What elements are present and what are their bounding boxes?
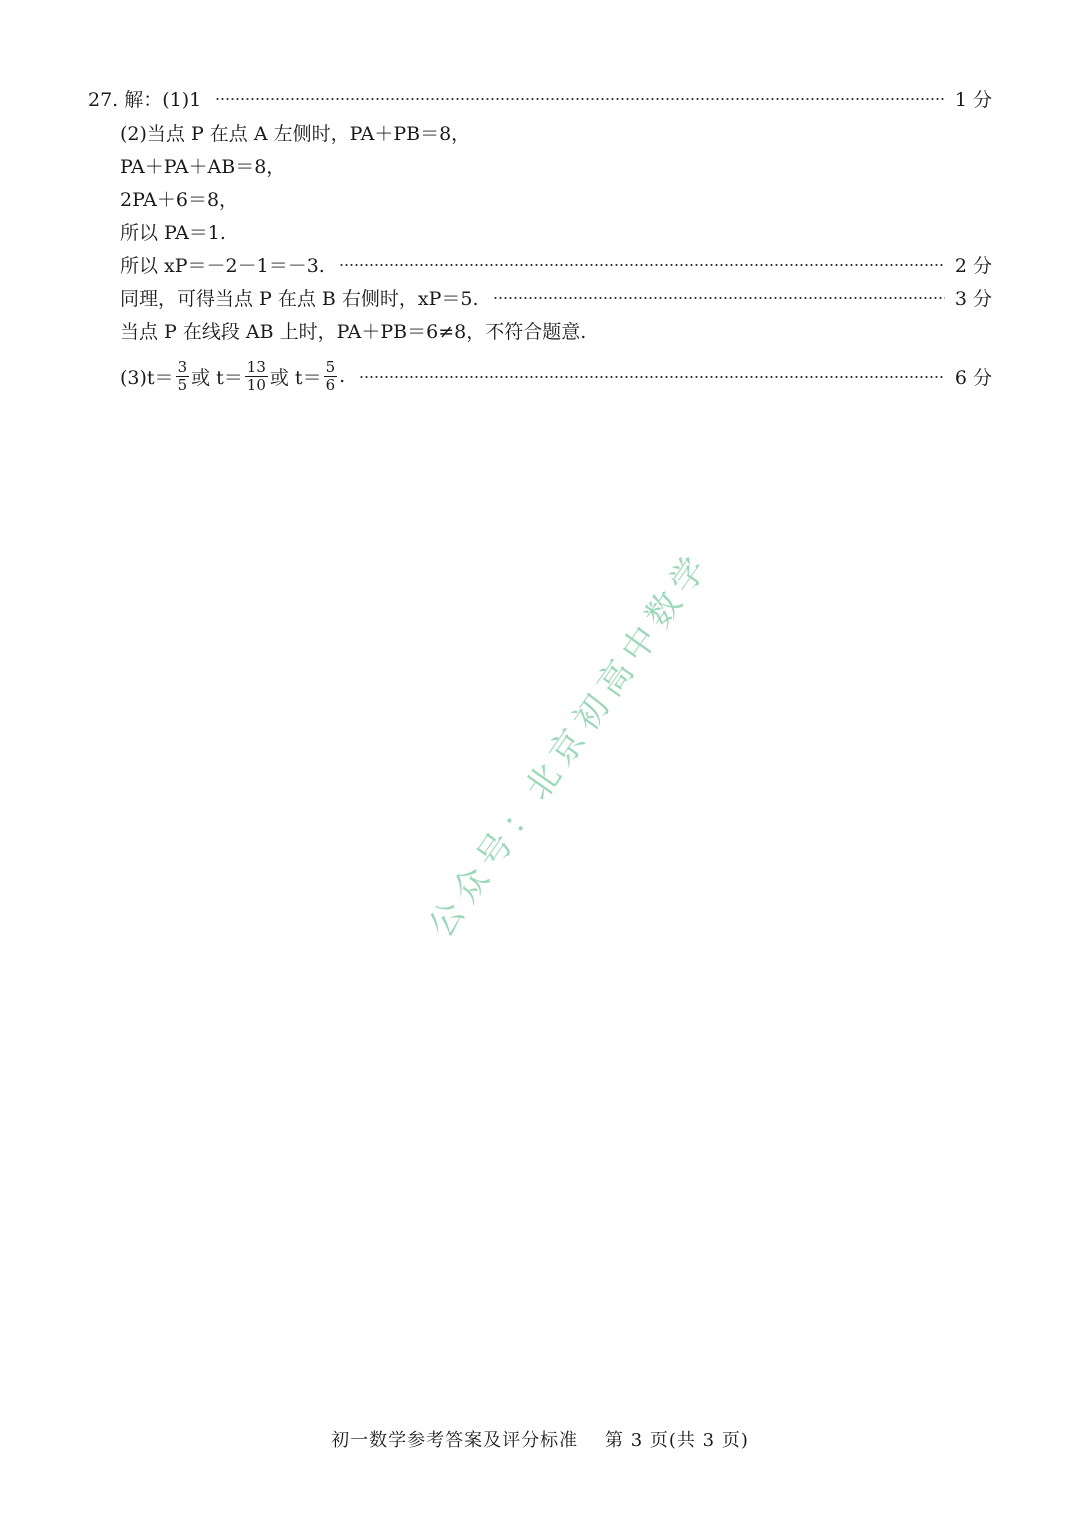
answer-text: 当点 P 在线段 AB 上时，PA＋PB＝6≠8，不符合题意. <box>120 320 587 343</box>
answer-text: 27. 解：(1)1 <box>88 88 202 111</box>
answer-text: 同理，可得当点 P 在点 B 右侧时，xP＝5. <box>120 287 479 310</box>
answer-line-5 <box>120 215 992 247</box>
answer-text: 所以 PA＝1. <box>120 221 226 244</box>
dot-leader <box>359 376 945 378</box>
fraction-numerator: 5 <box>325 357 336 376</box>
answer-text: 2PA＋6＝8， <box>120 188 239 211</box>
score-label: 3 分 <box>954 287 992 310</box>
fraction-denominator: 5 <box>177 375 188 394</box>
answer-line-2 <box>120 116 992 148</box>
fraction-13-10 <box>245 359 268 394</box>
answer-line-1 <box>88 82 992 114</box>
fraction-numerator: 3 <box>177 357 188 376</box>
score-label: 1 分 <box>954 88 992 111</box>
watermark: 公众号：北京初高中数学 <box>421 543 719 946</box>
answer-line-3 <box>120 149 992 181</box>
answer-text: PA＋PA＋AB＝8， <box>120 155 286 178</box>
fraction-3-5 <box>176 359 190 394</box>
fraction-numerator: 13 <box>246 357 266 376</box>
score-label: 2 分 <box>954 254 992 277</box>
answer-line-6 <box>120 248 992 280</box>
answer-prefix: (3)t＝ <box>120 366 174 389</box>
fraction-denominator: 10 <box>246 375 266 394</box>
answer-line-9 <box>120 356 992 396</box>
fraction-5-6 <box>324 359 338 394</box>
fraction-denominator: 6 <box>325 375 336 394</box>
answer-or: 或 t＝ <box>191 366 243 389</box>
dot-leader <box>215 98 945 100</box>
score-label: 6 分 <box>954 366 992 389</box>
answer-line-4 <box>120 182 992 214</box>
answer-text: 所以 xP＝－2－1＝－3. <box>120 254 325 277</box>
dot-leader <box>493 297 945 299</box>
answer-end: . <box>339 365 346 387</box>
answer-or: 或 t＝ <box>269 366 322 389</box>
answer-line-7 <box>120 281 992 313</box>
answer-text: (2)当点 P 在点 A 左侧时，PA＋PB＝8， <box>120 122 471 145</box>
answer-line-8 <box>120 314 992 346</box>
dot-leader <box>339 264 945 266</box>
page-footer: 初一数学参考答案及评分标准 第 3 页(共 3 页) <box>331 1430 749 1451</box>
